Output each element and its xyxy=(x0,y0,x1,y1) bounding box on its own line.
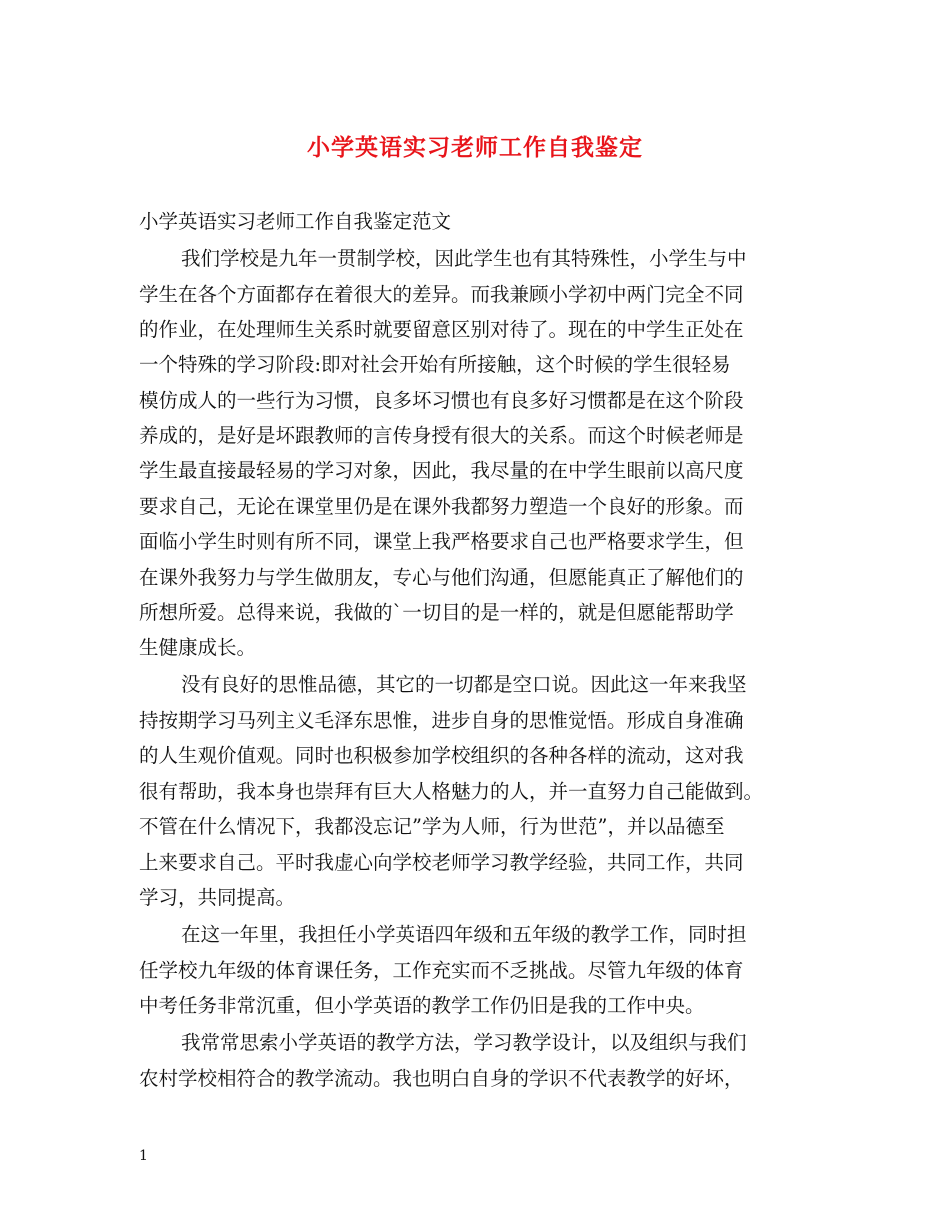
paragraph-line: 在课外我努力与学生做朋友，专心与他们沟通，但愿能真正了解他们的 xyxy=(139,566,744,589)
paragraph-line: 持按期学习马列主义毛泽东思惟，进步自身的思惟觉悟。形成自身准确 xyxy=(139,709,744,732)
paragraph-line: 在这一年里，我担任小学英语四年级和五年级的教学工作，同时担 xyxy=(181,923,747,946)
paragraph-line: 的作业，在处理师生关系时就要留意区别对待了。现在的中学生正处在 xyxy=(139,318,744,341)
paragraph-line: 面临小学生时则有所不同，课堂上我严格要求自己也严格要求学生，但 xyxy=(139,530,744,553)
paragraph-line: 养成的，是好是坏跟教师的言传身授有很大的关系。而这个时候老师是 xyxy=(139,424,744,447)
paragraph-line: 的人生观价值观。同时也积极参加学校组织的各种各样的流动，这对我 xyxy=(139,744,744,767)
paragraph-line: 一个特殊的学习阶段:即对社会开始有所接触，这个时候的学生很轻易 xyxy=(139,353,731,376)
paragraph-line: 要求自己，无论在课堂里仍是在课外我都努力塑造一个良好的形象。而 xyxy=(139,495,744,518)
paragraph-line: 生健康成长。 xyxy=(139,636,257,659)
paragraph-line: 很有帮助，我本身也崇拜有巨大人格魅力的人，并一直努力自己能做到。 xyxy=(139,780,764,803)
paragraph-line: 学生最直接最轻易的学习对象，因此，我尽量的在中学生眼前以高尺度 xyxy=(139,459,744,482)
paragraph-line: 我常常思索小学英语的教学方法，学习教学设计，以及组织与我们 xyxy=(181,1031,747,1054)
paragraph-line: 模仿成人的一些行为习惯，良多坏习惯也有良多好习惯都是在这个阶段 xyxy=(139,389,744,412)
paragraph-line: 任学校九年级的体育课任务，工作充实而不乏挑战。尽管九年级的体育 xyxy=(139,959,744,982)
paragraph-line: 所想所爱。总得来说，我做的`一切目的是一样的，就是但愿能帮助学 xyxy=(139,601,734,624)
document-title: 小学英语实习老师工作自我鉴定 xyxy=(307,134,643,161)
paragraph-line: 学生在各个方面都存在着很大的差异。而我兼顾小学初中两门完全不同 xyxy=(139,283,744,306)
paragraph-line: 上来要求自己。平时我虚心向学校老师学习教学经验，共同工作，共同 xyxy=(139,851,744,874)
document-subtitle: 小学英语实习老师工作自我鉴定范文 xyxy=(139,210,452,233)
paragraph-line: 不管在什么情况下，我都没忘记”学为人师，行为世范”，并以品德至 xyxy=(139,815,725,838)
paragraph-line: 学习，共同提高。 xyxy=(139,886,296,909)
paragraph-line: 农村学校相符合的教学流动。我也明白自身的学识不代表教学的好坏， xyxy=(139,1067,744,1090)
page-number: 1 xyxy=(139,1148,148,1164)
paragraph-line: 没有良好的思惟品德，其它的一切都是空口说。因此这一年来我坚 xyxy=(181,673,747,696)
paragraph-line: 中考任务非常沉重，但小学英语的教学工作仍旧是我的工作中央。 xyxy=(139,994,705,1017)
paragraph-line: 我们学校是九年一贯制学校，因此学生也有其特殊性，小学生与中 xyxy=(181,247,747,270)
